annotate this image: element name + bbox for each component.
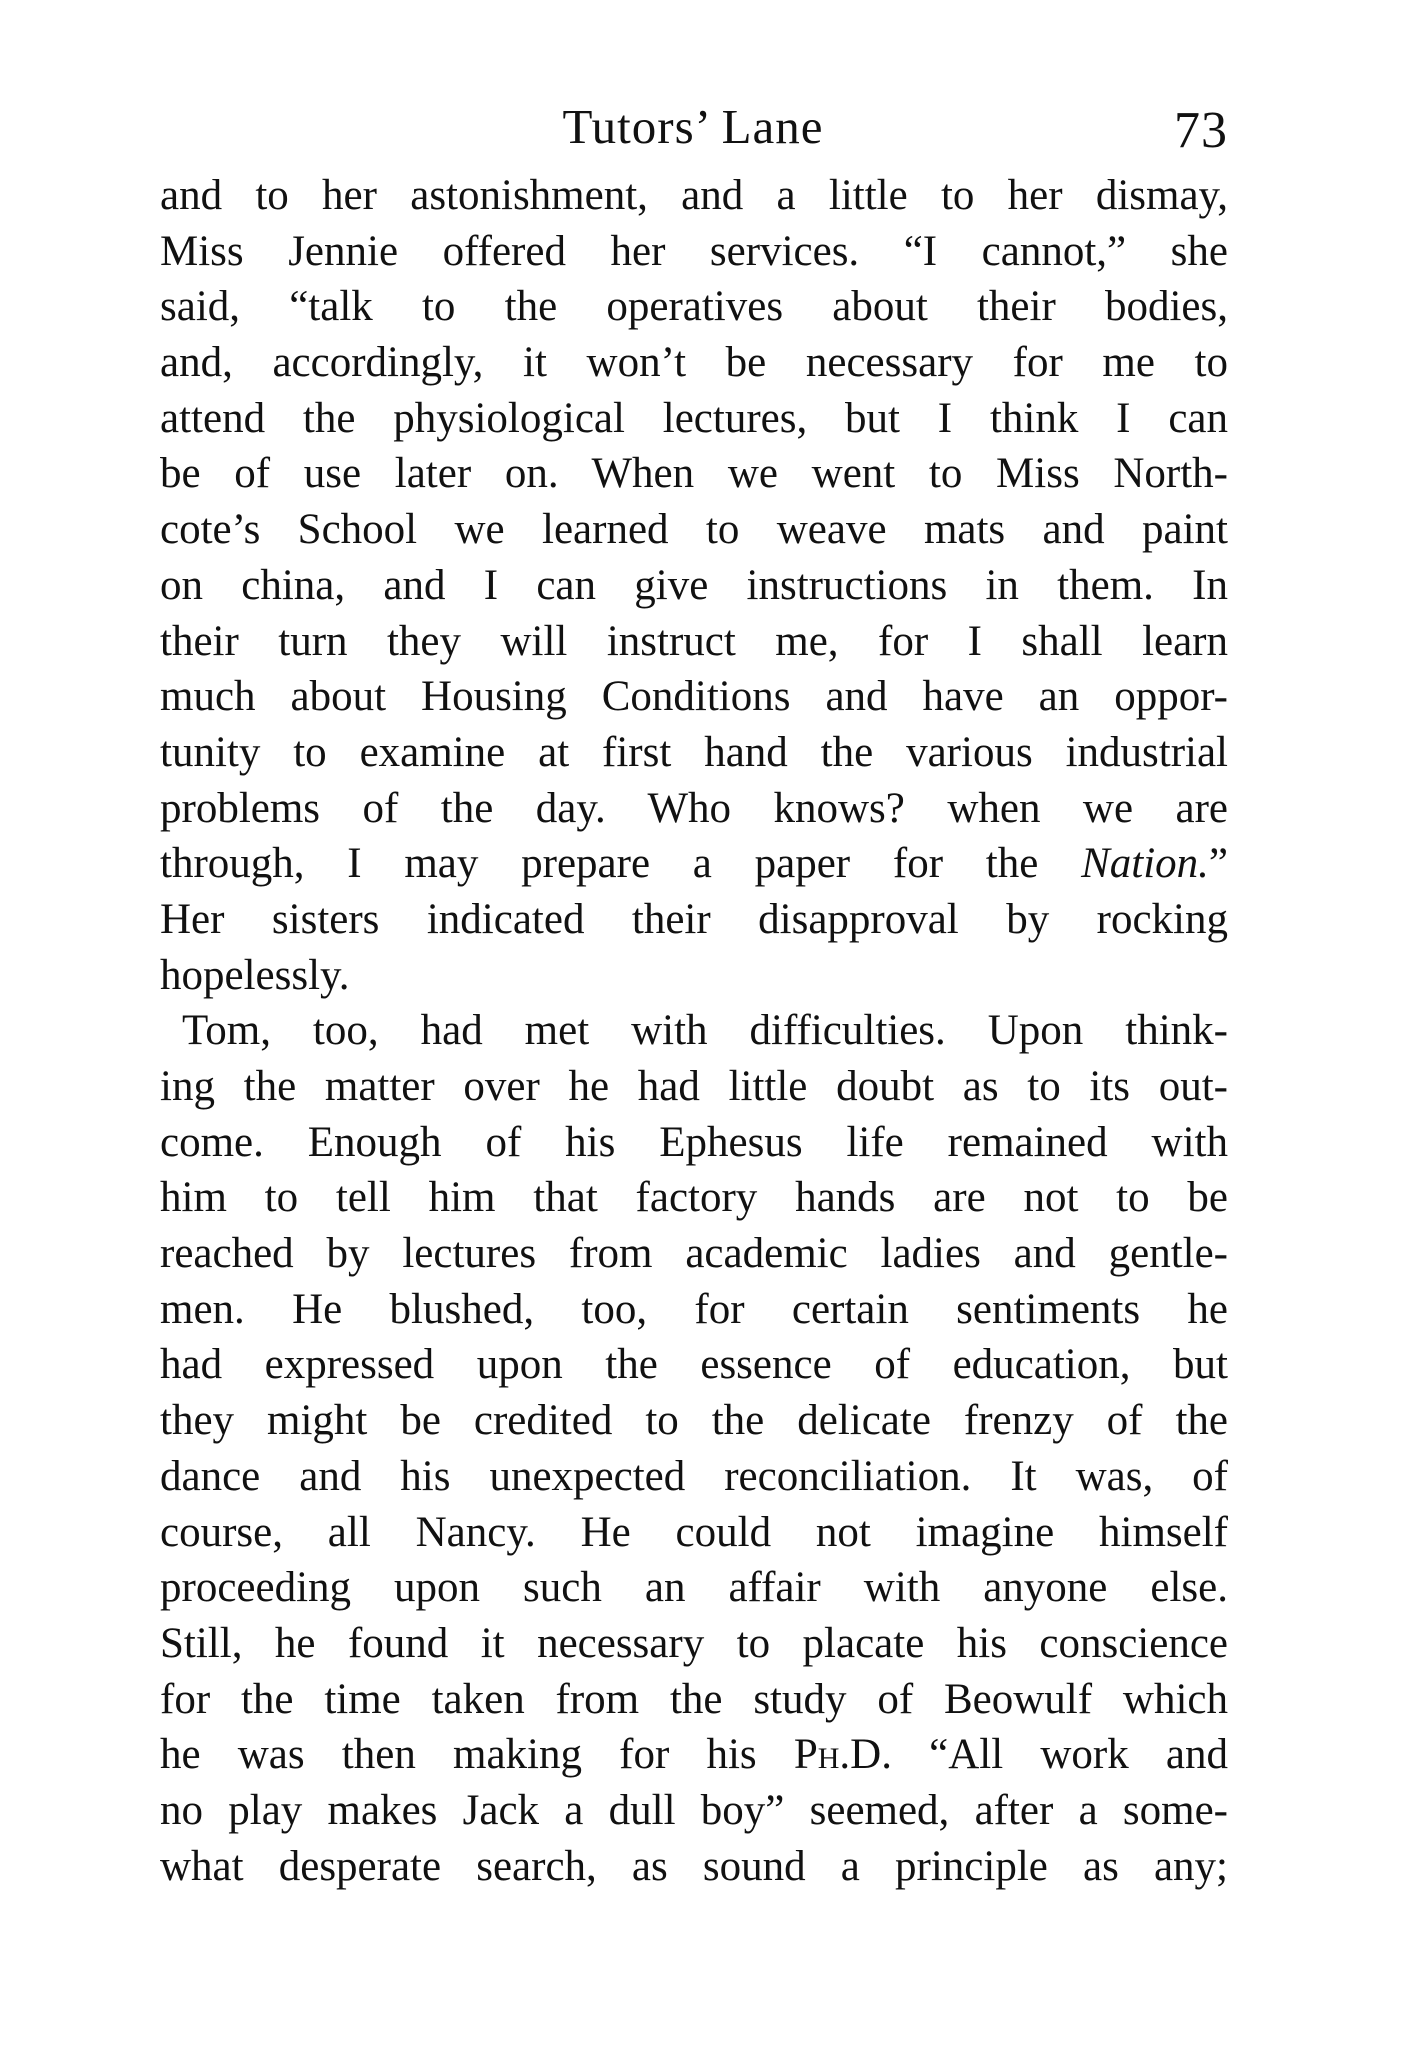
text-line: be of use later on. When we went to Miss North- xyxy=(160,450,1228,498)
text-line: proceeding upon such an affair with anyone else. xyxy=(160,1564,1228,1612)
text-line: cote’s School we learned to weave mats and paint xyxy=(160,506,1228,554)
text-line: and, accordingly, it won’t be necessary for me to xyxy=(160,339,1228,387)
text-line: on china, and I can give instructions in them. In xyxy=(160,561,1228,609)
text-line: much about Housing Conditions and have an oppor- xyxy=(160,673,1228,721)
running-head xyxy=(158,92,1228,162)
text-line: come. Enough of his Ephesus life remained with xyxy=(160,1118,1228,1166)
text-line: course, all Nancy. He could not imagine himself xyxy=(160,1508,1228,1556)
page-number: 73 xyxy=(1174,102,1228,159)
text-line: what desperate search, as sound a principle as any; xyxy=(160,1842,1228,1890)
text-line: problems of the day. Who knows? when we are xyxy=(160,784,1228,832)
text-line: they might be credited to the delicate frenzy of the xyxy=(160,1397,1228,1445)
text-run: “All work and xyxy=(891,1731,1228,1779)
text-line xyxy=(160,836,1228,892)
text-line: him to tell him that factory hands are not to be xyxy=(160,1174,1228,1222)
text-line: their turn they will instruct me, for I shall learn xyxy=(160,617,1228,665)
degree-abbreviation: Ph.D. xyxy=(793,1731,892,1779)
text-line: Miss Jennie offered her services. “I cannot,” she xyxy=(160,227,1228,275)
text-run: through, I may prepare a paper for the xyxy=(160,840,1082,888)
text-line: no play makes Jack a dull boy” seemed, after a some- xyxy=(160,1786,1228,1834)
running-title: Tutors’ Lane xyxy=(562,99,824,154)
text-run: ” xyxy=(1208,840,1228,888)
text-line: reached by lectures from academic ladies and gentle- xyxy=(160,1230,1228,1278)
text-line: said, “talk to the operatives about their bodies, xyxy=(160,283,1228,331)
text-run: he was then making for his xyxy=(160,1731,794,1779)
text-line: Tom, too, had met with difficulties. Upon think- xyxy=(182,1007,1228,1055)
text-line: Her sisters indicated their disapproval by rocking xyxy=(160,895,1228,943)
text-line: dance and his unexpected reconciliation. It was, of xyxy=(160,1452,1228,1500)
text-line: men. He blushed, too, for certain sentiments he xyxy=(160,1285,1228,1333)
paragraph-2 xyxy=(160,1003,1228,1894)
text-line: attend the physiological lectures, but I think I can xyxy=(160,394,1228,442)
text-line: Still, he found it necessary to placate his conscience xyxy=(160,1619,1228,1667)
italic-title: Nation. xyxy=(1081,840,1209,888)
text-line: tunity to examine at first hand the various industrial xyxy=(160,728,1228,776)
text-line xyxy=(160,1727,1228,1783)
text-line: hopelessly. xyxy=(160,951,350,999)
paragraph-1 xyxy=(160,168,1228,1003)
text-line: ing the matter over he had little doubt as to its out- xyxy=(160,1063,1228,1110)
text-line: for the time taken from the study of Beowulf which xyxy=(160,1675,1228,1723)
body-text xyxy=(160,168,1228,1894)
text-line: and to her astonishment, and a little to her dismay, xyxy=(160,172,1228,219)
text-line: had expressed upon the essence of education, but xyxy=(160,1341,1228,1389)
